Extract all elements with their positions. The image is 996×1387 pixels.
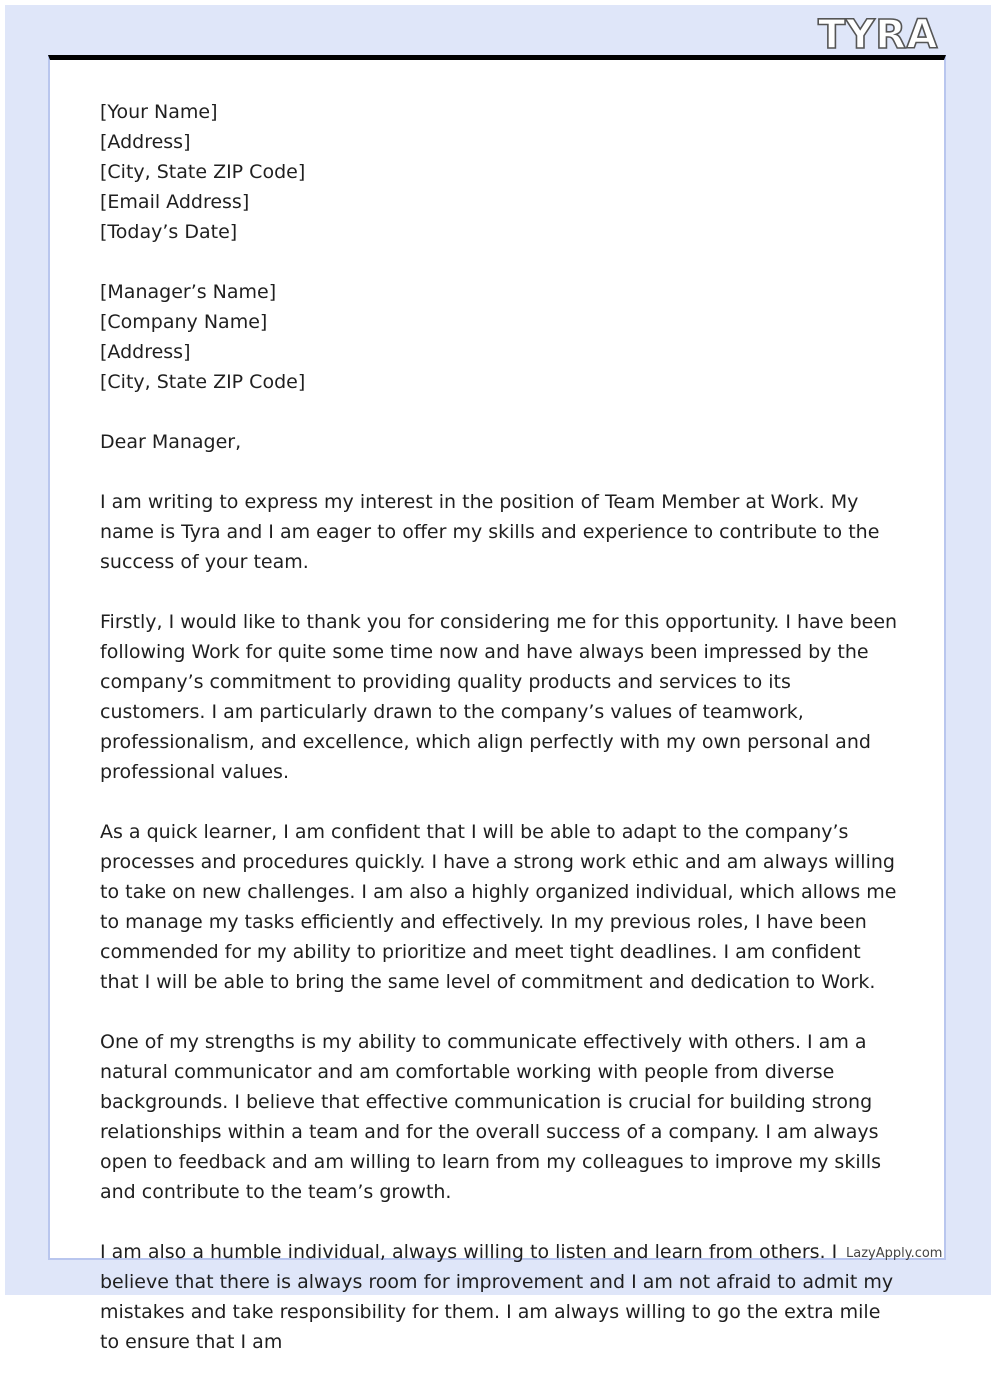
recipient-block [100, 277, 900, 397]
recipient-city-state-zip: [City, State ZIP Code] [100, 371, 306, 393]
body-paragraph: I am also a humble individual, always willing to listen and learn from others. I believe that there is always room for improvement and I am not afraid to admit my mistakes and take responsibility for them. I am always willing to go the extra mile to ensure that I am [100, 1241, 894, 1353]
body-paragraph: I am writing to express my interest in the position of Team Member at Work. My name is Tyra and I am eager to offer my skills and experience to contribute to the success of your team. [100, 491, 880, 573]
cover-letter-body [100, 97, 900, 1387]
sender-block [100, 97, 900, 247]
recipient-company-name: [Company Name] [100, 311, 268, 333]
recipient-address: [Address] [100, 341, 191, 363]
sender-email: [Email Address] [100, 191, 250, 213]
body-paragraph: Firstly, I would like to thank you for considering me for this opportunity. I have been following Work for quite some time now and have always been impressed by the company’s commitment to providing quality products and services to its customers. I am particularly drawn to the company’s values of teamwork, professionalism, and excellence, which align perfectly with my own personal and professional values. [100, 611, 898, 783]
sender-name: [Your Name] [100, 101, 218, 123]
letter-date: [Today’s Date] [100, 221, 238, 243]
recipient-manager-name: [Manager’s Name] [100, 281, 277, 303]
sender-city-state-zip: [City, State ZIP Code] [100, 161, 306, 183]
watermark-text: LazyApply.com [846, 1246, 943, 1261]
sender-address: [Address] [100, 131, 191, 153]
body-paragraph: As a quick learner, I am confident that I will be able to adapt to the company’s processes and procedures quickly. I have a strong work ethic and am always willing to take on new challenges. I am also a highly organized individual, which allows me to manage my tasks efficiently and effectively. In my previous roles, I have been commended for my ability to prioritize and meet tight deadlines. I am confident that I will be able to bring the same level of commitment and dedication to Work. [100, 821, 897, 993]
body-paragraph: One of my strengths is my ability to communicate effectively with others. I am a natural communicator and am comfortable working with people from diverse backgrounds. I believe that effective communication is crucial for building strong relationships within a team and for the overall success of a company. I am always open to feedback and am willing to learn from my colleagues to improve my skills and contribute to the team’s growth. [100, 1031, 882, 1203]
candidate-name-heading: TYRA [817, 12, 938, 58]
salutation: Dear Manager, [100, 431, 242, 453]
